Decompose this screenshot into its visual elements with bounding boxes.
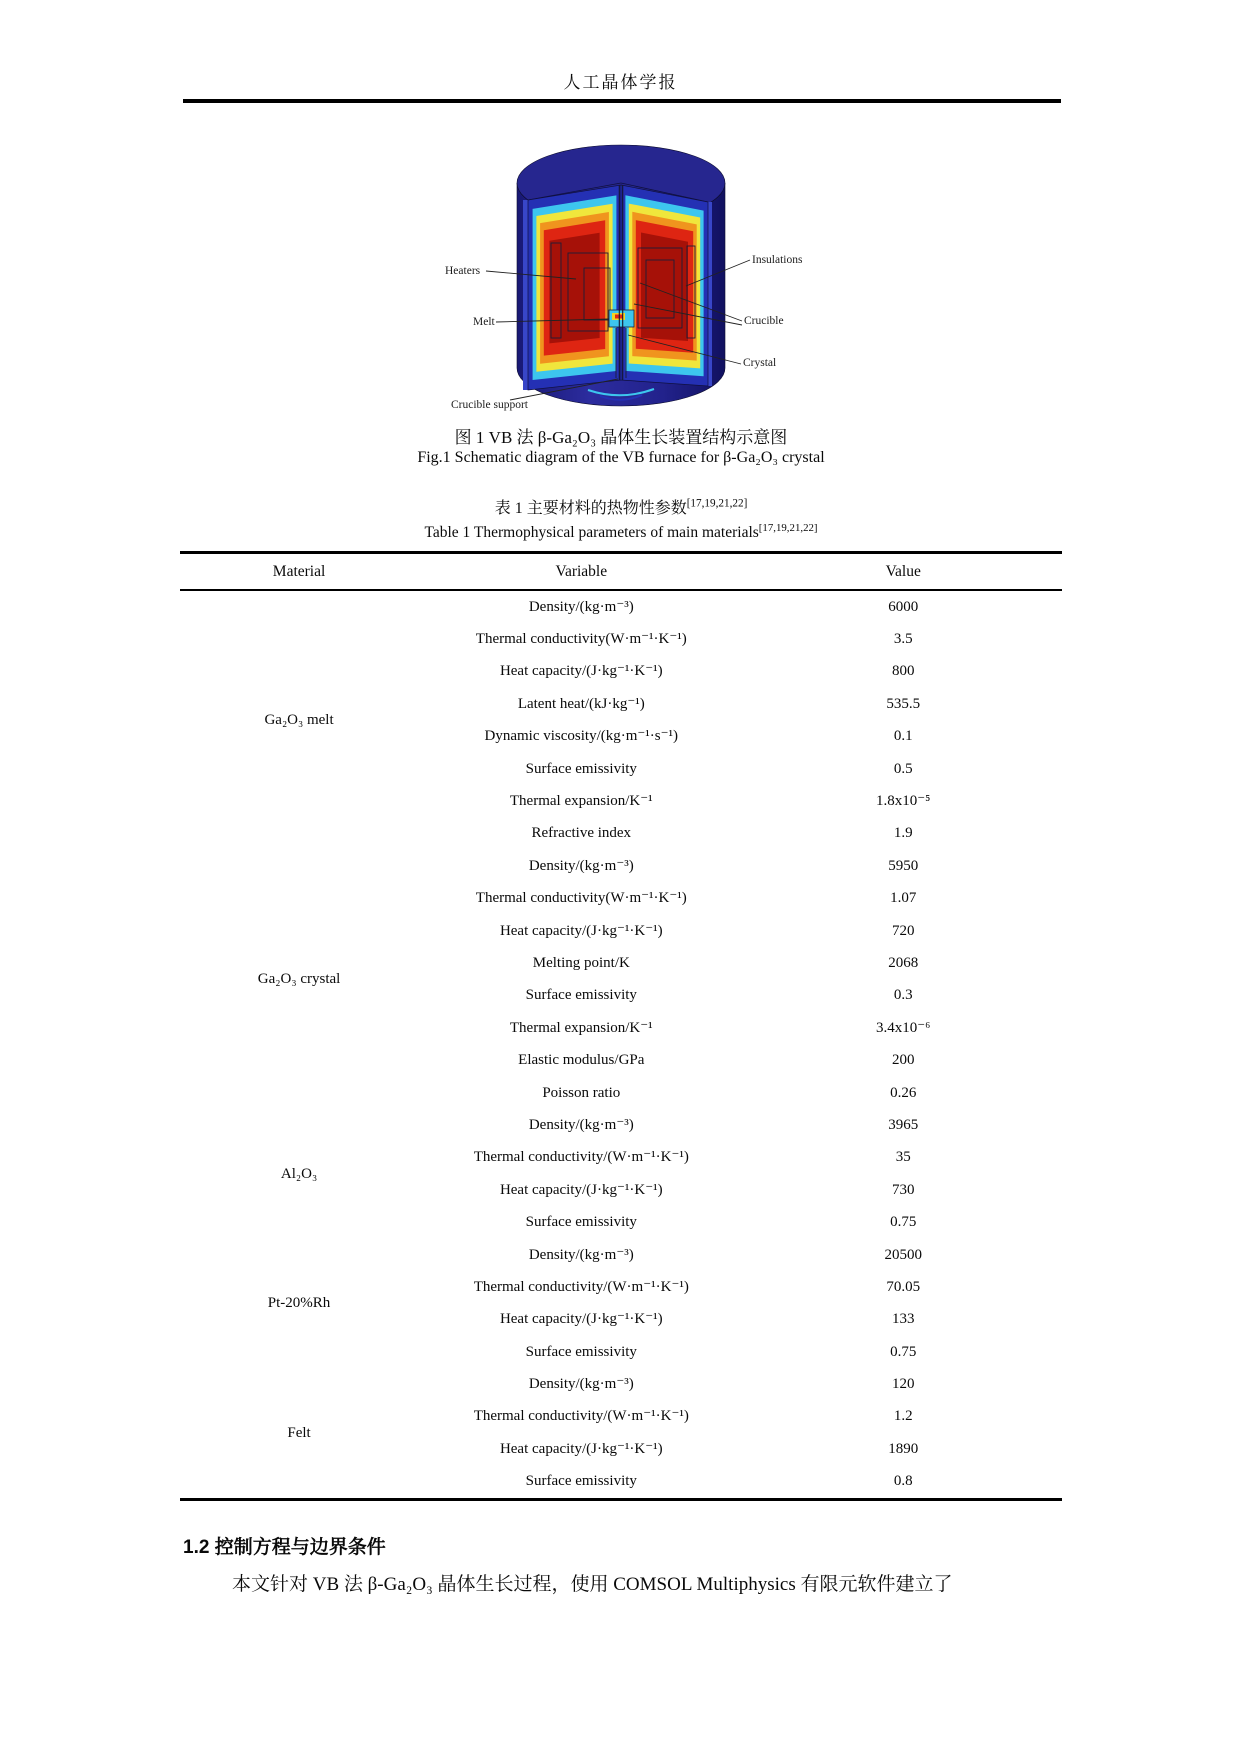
value-cell: 0.1 xyxy=(893,728,913,745)
table-caption-zh-ref: [17,19,21,22] xyxy=(686,497,748,510)
value-cell: 3.5 xyxy=(893,631,913,648)
value-cell: 0.75 xyxy=(890,1343,917,1360)
figure-caption-en: Fig.1 Schematic diagram of the VB furnace for β-Ga₂O₃ crystal xyxy=(417,449,825,466)
table-caption-zh xyxy=(180,495,1062,518)
figure-label-insulations: Insulations xyxy=(752,254,803,266)
variable-cell: Latent heat/(kJ·kg⁻¹) xyxy=(517,695,645,712)
figure-label-crucible-support: Crucible support xyxy=(451,399,528,411)
table-header-row xyxy=(180,554,1062,591)
table-row xyxy=(180,1109,1062,1141)
variable-cell: Dynamic viscosity/(kg·m⁻¹·s⁻¹) xyxy=(484,728,679,745)
value-cell: 0.26 xyxy=(890,1084,917,1101)
value-cell: 1.9 xyxy=(893,825,913,842)
variable-cell: Density/(kg·m⁻³) xyxy=(528,1116,634,1133)
variable-cell: Thermal conductivity/(W·m⁻¹·K⁻¹) xyxy=(473,1149,689,1166)
figure-caption-zh: 图 1 VB 法 β-Ga₂O₃ 晶体生长装置结构示意图 xyxy=(454,428,788,447)
value-cell: 6000 xyxy=(888,598,919,615)
table-row xyxy=(180,850,1062,882)
variable-cell: Surface emissivity xyxy=(525,1214,637,1231)
value-cell: 70.05 xyxy=(886,1278,921,1295)
table-caption-en-ref: [17,19,21,22] xyxy=(758,522,818,534)
material-cell: Ga₂O₃ melt xyxy=(264,712,334,729)
variable-cell: Surface emissivity xyxy=(525,1473,637,1490)
figure-label-crucible: Crucible xyxy=(744,315,784,327)
value-cell: 720 xyxy=(891,922,915,939)
variable-cell: Heat capacity/(J·kg⁻¹·K⁻¹) xyxy=(499,1440,663,1457)
table-row xyxy=(180,1368,1062,1400)
variable-cell: Density/(kg·m⁻³) xyxy=(528,598,634,615)
value-cell: 0.75 xyxy=(890,1214,917,1231)
variable-cell: Refractive index xyxy=(531,825,632,842)
variable-cell: Surface emissivity xyxy=(525,987,637,1004)
column-header-variable: Variable xyxy=(418,554,744,591)
material-cell: Ga₂O₃ crystal xyxy=(257,971,341,988)
variable-cell: Heat capacity/(J·kg⁻¹·K⁻¹) xyxy=(499,663,663,680)
variable-cell: Melting point/K xyxy=(532,954,630,971)
header-rule xyxy=(183,99,1061,103)
figure-label-melt: Melt xyxy=(473,316,495,328)
section-heading: 1.2 控制方程与边界条件 xyxy=(183,1537,386,1558)
value-cell: 1.07 xyxy=(890,890,917,907)
value-cell: 2068 xyxy=(888,954,919,971)
table-caption-zh-text: 表 1 主要材料的热物性参数 xyxy=(494,500,687,517)
value-cell: 0.5 xyxy=(893,760,913,777)
table-body xyxy=(180,591,1062,1498)
value-cell: 535.5 xyxy=(886,695,921,712)
variable-cell: Elastic modulus/GPa xyxy=(518,1052,645,1069)
material-cell: Pt-20%Rh xyxy=(267,1295,331,1312)
figure-label-crystal: Crystal xyxy=(743,357,777,369)
variable-cell: Density/(kg·m⁻³) xyxy=(528,1376,634,1393)
variable-cell: Thermal conductivity/(W·m⁻¹·K⁻¹) xyxy=(473,1278,689,1295)
column-header-material: Material xyxy=(180,554,418,591)
furnace-diagram-image xyxy=(388,128,868,428)
value-cell: 730 xyxy=(891,1181,915,1198)
value-cell: 35 xyxy=(895,1149,911,1166)
variable-cell: Thermal conductivity/(W·m⁻¹·K⁻¹) xyxy=(473,1408,689,1425)
table-row xyxy=(180,591,1062,623)
variable-cell: Thermal conductivity(W·m⁻¹·K⁻¹) xyxy=(475,890,687,907)
variable-cell: Thermal expansion/K⁻¹ xyxy=(509,1019,653,1036)
material-cell: Felt xyxy=(287,1424,311,1441)
variable-cell: Heat capacity/(J·kg⁻¹·K⁻¹) xyxy=(499,1181,663,1198)
value-cell: 20500 xyxy=(884,1246,922,1263)
value-cell: 1.2 xyxy=(893,1408,913,1425)
value-cell: 120 xyxy=(891,1376,915,1393)
value-cell: 3965 xyxy=(888,1116,919,1133)
variable-cell: Thermal expansion/K⁻¹ xyxy=(509,793,653,810)
value-cell: 5950 xyxy=(888,857,919,874)
variable-cell: Surface emissivity xyxy=(525,760,637,777)
table-caption-en-text: Table 1 Thermophysical parameters of main materials xyxy=(424,524,759,542)
variable-cell: Poisson ratio xyxy=(542,1084,621,1101)
column-header-value: Value xyxy=(744,554,1062,591)
variable-cell: Heat capacity/(J·kg⁻¹·K⁻¹) xyxy=(499,1311,663,1328)
variable-cell: Density/(kg·m⁻³) xyxy=(528,1246,634,1263)
value-cell: 133 xyxy=(891,1311,915,1328)
variable-cell: Surface emissivity xyxy=(525,1343,637,1360)
section-paragraph: 本文针对 VB 法 β-Ga₂O₃ 晶体生长过程，使用 COMSOL Multiphysics 有限元软件建立了 xyxy=(232,1574,953,1595)
value-cell: 800 xyxy=(891,663,915,680)
table-row xyxy=(180,1239,1062,1271)
figure-1 xyxy=(388,128,868,428)
parameters-table xyxy=(180,551,1062,1501)
material-cell: Al₂O₃ xyxy=(280,1165,318,1182)
figure-label-heaters: Heaters xyxy=(445,265,481,277)
journal-header-title: 人工晶体学报 xyxy=(563,73,678,92)
value-cell: 0.3 xyxy=(893,987,913,1004)
value-cell: 3.4x10⁻⁶ xyxy=(876,1019,931,1036)
variable-cell: Heat capacity/(J·kg⁻¹·K⁻¹) xyxy=(499,922,663,939)
value-cell: 1890 xyxy=(888,1440,919,1457)
value-cell: 200 xyxy=(891,1052,915,1069)
value-cell: 0.8 xyxy=(893,1473,913,1490)
variable-cell: Thermal conductivity(W·m⁻¹·K⁻¹) xyxy=(475,631,687,648)
variable-cell: Density/(kg·m⁻³) xyxy=(528,857,634,874)
value-cell: 1.8x10⁻⁵ xyxy=(876,793,931,810)
table-caption-en xyxy=(180,522,1062,542)
